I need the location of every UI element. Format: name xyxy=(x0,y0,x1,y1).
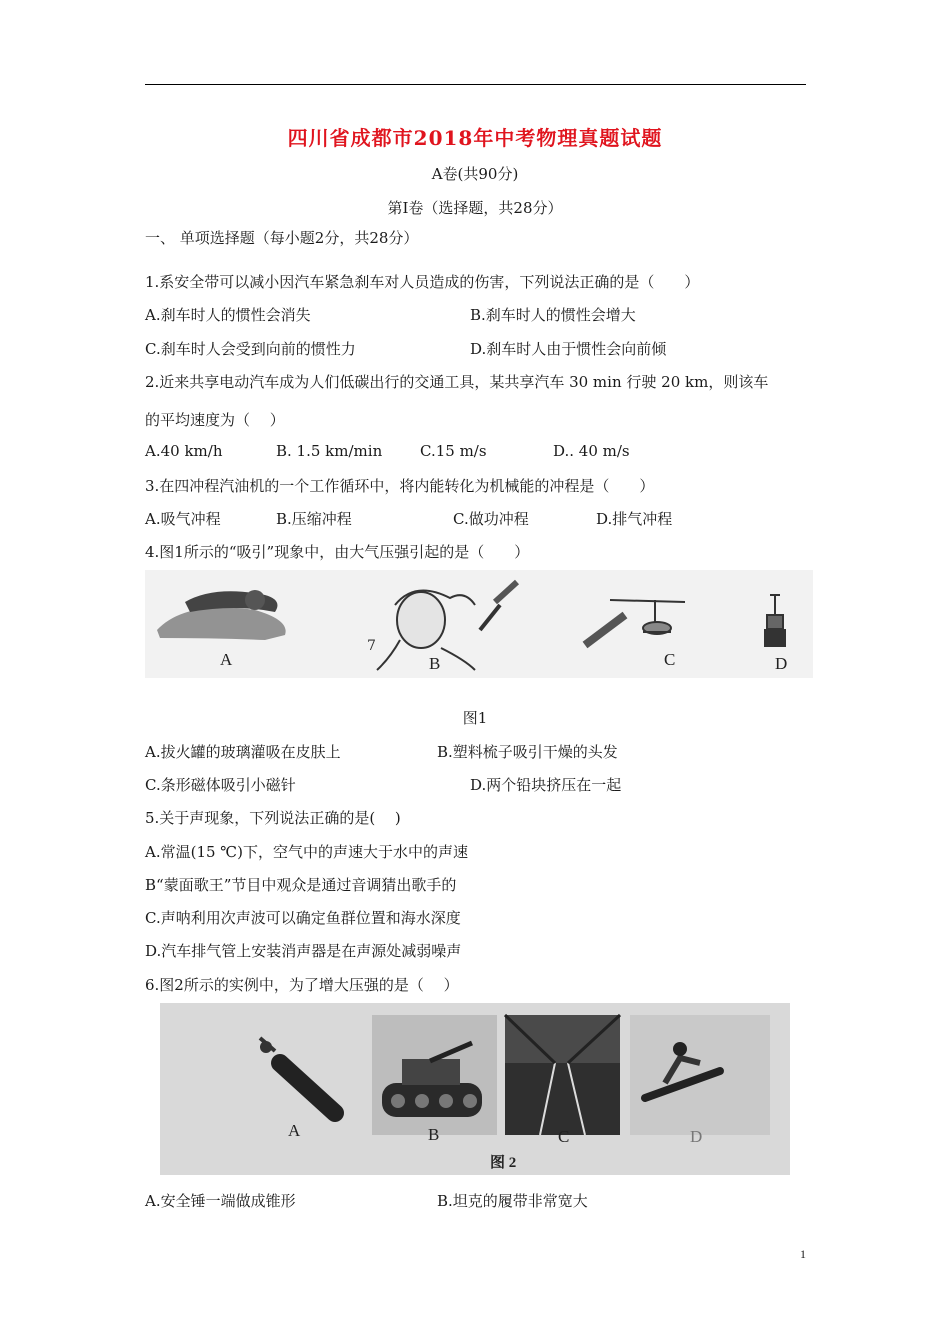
figure-2-railway-image xyxy=(505,1015,620,1135)
q2-stem-line2: 的平均速度为（ ） xyxy=(145,411,285,429)
figure-2-caption: 图 2 xyxy=(490,1155,517,1171)
page-title: 四川省成都市2018年中考物理真题试题 xyxy=(287,126,663,150)
figure-1-label-a: A xyxy=(220,650,233,669)
figure-1-label-d: D xyxy=(775,654,788,673)
q2-option-b: B. 1.5 km/min xyxy=(276,442,383,460)
q1-option-d: D.刹车时人由于惯性会向前倾 xyxy=(470,340,667,358)
figure-1-caption: 图1 xyxy=(462,709,488,727)
figure-1-label-c: C xyxy=(664,650,676,669)
q3-option-d: D.排气冲程 xyxy=(596,510,673,528)
q5-stem: 5.关于声现象，下列说法正确的是( ) xyxy=(145,809,401,827)
q4-option-a: A.拔火罐的玻璃灌吸在皮肤上 xyxy=(145,743,341,761)
page-number: 1 xyxy=(800,1247,806,1261)
svg-text:7: 7 xyxy=(367,638,376,654)
figure-1-comb-image xyxy=(367,582,517,670)
volume-label: 第Ⅰ卷（选择题，共28分） xyxy=(387,199,563,217)
q2-option-a: A.40 km/h xyxy=(145,442,223,460)
q5-option-c: C.声呐利用次声波可以确定鱼群位置和海水深度 xyxy=(145,909,461,927)
q3-option-c: C.做功冲程 xyxy=(453,510,529,528)
q5-option-b: B“蒙面歌王”节目中观众是通过音调猜出歌手的 xyxy=(145,876,457,894)
figure-1 xyxy=(145,570,813,678)
q4-stem: 4.图1所示的“吸引”现象中，由大气压强引起的是（ ） xyxy=(145,543,530,561)
q4-option-b: B.塑料梳子吸引干燥的头发 xyxy=(437,743,618,761)
figure-2-tank-image xyxy=(372,1015,497,1135)
figure-1-magnet-image xyxy=(585,600,685,645)
q2-option-d: D.. 40 m/s xyxy=(553,442,630,460)
q3-option-b: B.压缩冲程 xyxy=(276,510,352,528)
q5-option-a: A.常温(15 ℃)下，空气中的声速大于水中的声速 xyxy=(145,843,468,861)
figure-2-label-b: B xyxy=(428,1125,440,1144)
q4-option-d: D.两个铅块挤压在一起 xyxy=(470,776,622,794)
q2-option-c: C.15 m/s xyxy=(420,442,487,460)
q1-option-c: C.刹车时人会受到向前的惯性力 xyxy=(145,340,356,358)
q3-option-a: A.吸气冲程 xyxy=(145,510,221,528)
q6-option-b: B.坦克的履带非常宽大 xyxy=(437,1192,588,1210)
figure-1-cupping-image xyxy=(157,590,286,640)
figure-2-label-a: A xyxy=(288,1121,301,1140)
figure-2-snowboard-image xyxy=(630,1015,770,1135)
q6-option-a: A.安全锤一端做成锥形 xyxy=(145,1192,296,1210)
figure-2-label-c: C xyxy=(558,1127,570,1146)
q6-stem: 6.图2所示的实例中，为了增大压强的是（ ） xyxy=(145,976,459,994)
figure-2-hammer-image xyxy=(260,1038,335,1113)
figure-2-label-d: D xyxy=(690,1127,703,1146)
q3-stem: 3.在四冲程汽油机的一个工作循环中，将内能转化为机械能的冲程是（ ） xyxy=(145,477,655,495)
q2-stem-line1: 2.近来共享电动汽车成为人们低碳出行的交通工具，某共享汽车 30 min 行驶 20 km，则该车 xyxy=(145,373,769,391)
section-heading: 一、 单项选择题（每小题2分，共28分） xyxy=(145,229,419,247)
q1-option-a: A.刹车时人的惯性会消失 xyxy=(145,306,311,324)
figure-1-label-b: B xyxy=(429,654,441,673)
header-rule xyxy=(145,84,806,85)
q1-stem: 1.系安全带可以减小因汽车紧急刹车对人员造成的伤害，下列说法正确的是（ ） xyxy=(145,273,700,291)
q4-option-c: C.条形磁体吸引小磁针 xyxy=(145,776,296,794)
q5-option-d: D.汽车排气管上安装消声器是在声源处减弱噪声 xyxy=(145,942,462,960)
q1-option-b: B.刹车时人的惯性会增大 xyxy=(470,306,636,324)
figure-1-lead-blocks-image xyxy=(765,595,785,646)
paper-label: A卷(共90分) xyxy=(431,165,519,183)
figure-2 xyxy=(160,1003,790,1175)
